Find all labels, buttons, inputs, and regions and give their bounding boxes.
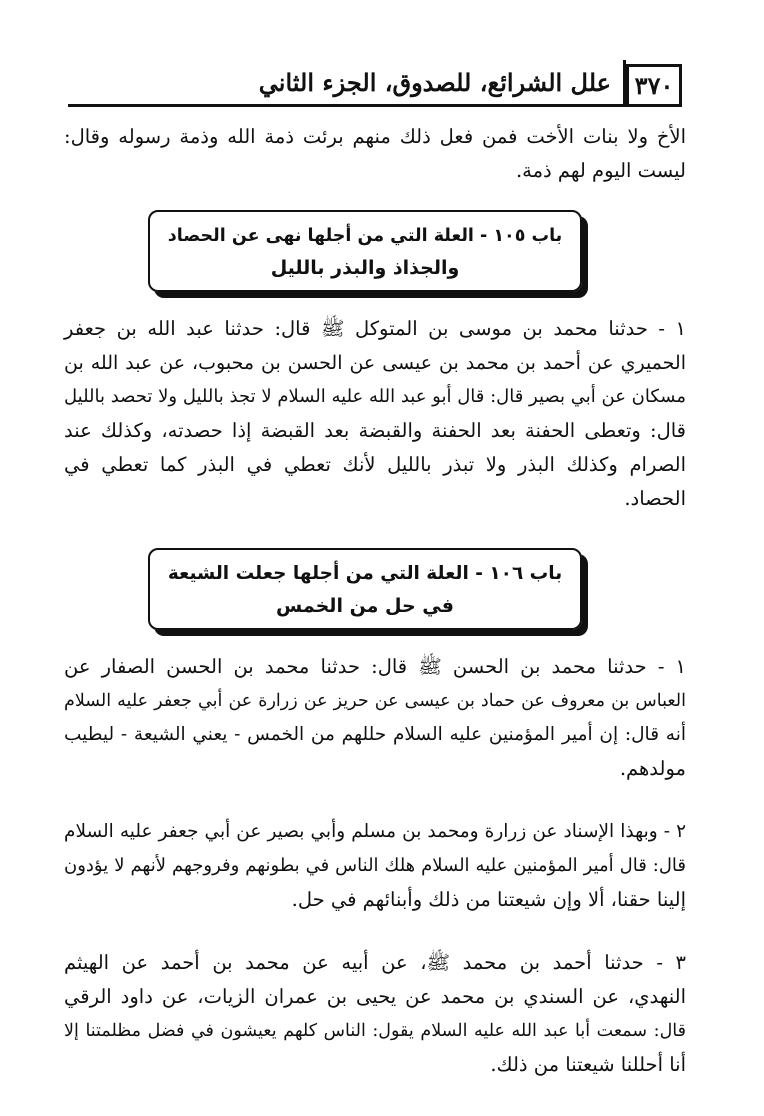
running-title: علل الشرائع، للصدوق، الجزء الثاني (258, 67, 611, 97)
text-line: الحصاد. (624, 487, 686, 510)
chapter-106-hadith-2 (64, 815, 686, 917)
chapter-title-line: باب ١٠٥ - العلة التي من أجلها نهى عن الحصاد (167, 226, 563, 246)
chapter-title-line: باب ١٠٦ - العلة التي من أجلها جعلت الشيعة (167, 563, 563, 584)
chapter-106-hadith-3 (64, 946, 686, 1082)
text-line: ٣ - حدثنا أحمد بن محمد ﷺ، عن أبيه عن محمد بن أحمد عن الهيثم (64, 951, 686, 974)
text-line: قال: قال أمير المؤمنين عليه السلام هلك الناس في بطونهم وفروجهم لأنهم لا يؤدون (64, 855, 686, 876)
text-line: قال: وتعطى الحفنة بعد الحفنة والقبضة بعد القبضة إذا حصدته، وكذلك عند (64, 419, 686, 442)
chapter-title-line: في حل من الخمس (276, 595, 454, 617)
chapter-106-heading (148, 548, 582, 630)
text-line: مسكان عن أبي بصير قال: قال أبو عبد الله عليه السلام لا تجذ بالليل ولا تحصد بالليل (64, 386, 686, 407)
chapter-105-hadith-1 (64, 312, 686, 516)
chapter-105-heading (148, 210, 582, 292)
text-line: إلينا حقنا، ألا وإن شيعتنا من ذلك وأبنائهم في حل. (291, 888, 686, 911)
text-line: الصرام وكذلك البذر ولا تبذر بالليل لأنك تعطي في البذر كما تعطي في (64, 453, 686, 476)
text-line: الحميري عن أحمد بن محمد بن عيسى عن الحسن بن محبوب، عن عبد الله بن (64, 352, 686, 374)
chapter-106-hadith-1 (64, 650, 686, 786)
text-line: العباس بن معروف عن حماد بن عيسى عن حريز عن زرارة عن أبي جعفر عليه السلام (64, 691, 686, 711)
text-line: ١ - حدثنا محمد بن موسى بن المتوكل ﷺ قال: حدثنا عبد الله بن جعفر (64, 317, 686, 340)
text-line: الأخ ولا بنات الأخت فمن فعل ذلك منهم برئت ذمة الله وذمة رسوله وقال: (64, 125, 686, 148)
text-line: النهدي، عن السندي بن محمد عن يحيى بن عمران الزيات، عن داود الرقي (64, 985, 686, 1008)
text-line: مولدهم. (619, 757, 686, 780)
text-line: ليست اليوم لهم ذمة. (515, 159, 686, 182)
text-line: قال: سمعت أبا عبد الله عليه السلام يقول: الناس كلهم يعيشون في فضل مظلمتنا إلا (64, 1021, 686, 1041)
text-line: أنا أحللنا شيعتنا من ذلك. (490, 1053, 686, 1076)
text-line: ٢ - وبهذا الإسناد عن زرارة ومحمد بن مسلم وأبي بصير عن أبي جعفر عليه السلام (64, 821, 686, 842)
page-number: ٣٧٠ (626, 64, 682, 104)
text-line: ١ - حدثنا محمد بن الحسن ﷺ قال: حدثنا محمد بن الحسن الصفار عن (64, 655, 686, 678)
text-line: أنه قال: إن أمير المؤمنين عليه السلام حللهم من الخمس - يعني الشيعة - ليطيب (64, 724, 686, 745)
chapter-title-line: والجذاذ والبذر بالليل (270, 257, 460, 279)
continuation-paragraph (64, 120, 686, 188)
page-header (68, 60, 682, 107)
header-divider (623, 60, 626, 104)
